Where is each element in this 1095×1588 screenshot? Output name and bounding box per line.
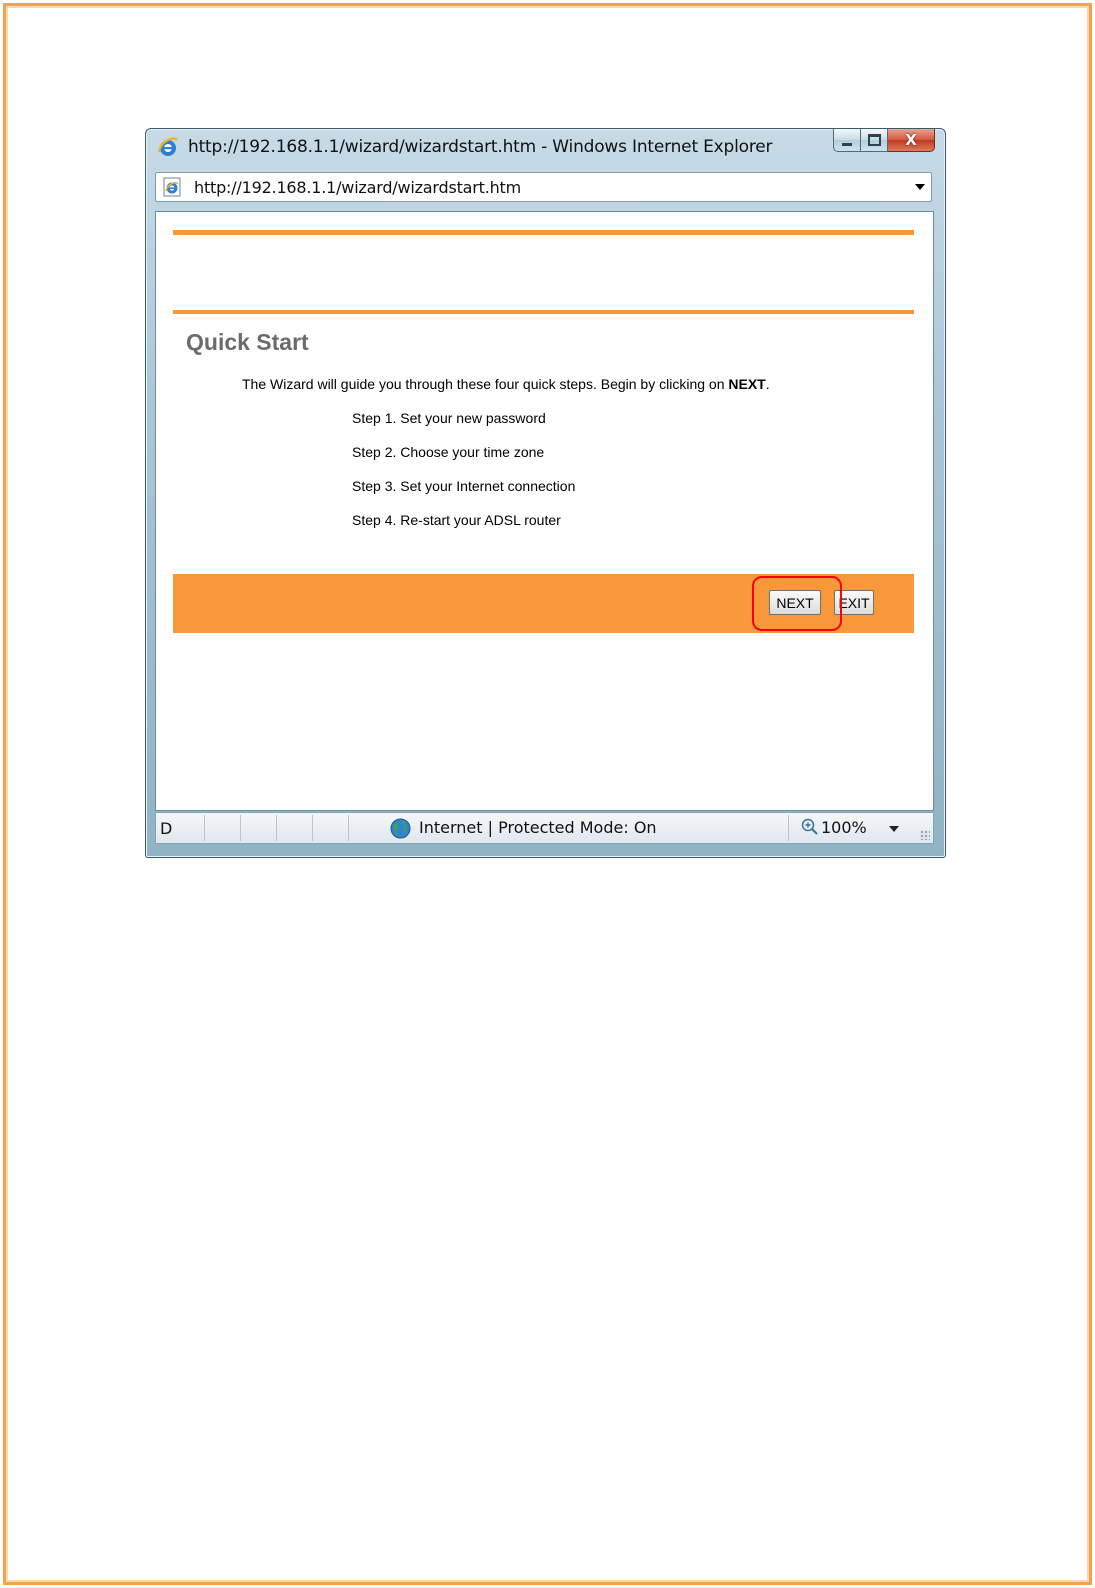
address-bar[interactable] [155,172,932,202]
header-divider [173,310,914,314]
security-zone[interactable]: Internet | Protected Mode: On [419,818,657,837]
step-item: Step 3. Set your Internet connection [352,478,576,494]
status-divider [240,815,241,841]
minimize-icon [842,143,852,146]
dropdown-arrow-icon[interactable] [915,184,925,190]
step-item: Step 1. Set your new password [352,410,546,426]
ie-logo-icon [157,136,179,158]
status-divider [204,815,205,841]
exit-button[interactable]: EXIT [834,590,874,615]
close-icon: X [905,131,917,149]
page-content [155,211,934,811]
step-item: Step 4. Re-start your ADSL router [352,512,561,528]
ie-window [145,128,946,858]
intro-suffix: . [765,376,770,392]
intro-prefix: The Wizard will guide you through these four quick steps. Begin by clicking on [242,376,729,392]
intro-bold: NEXT [728,376,766,392]
next-button[interactable]: NEXT [769,590,821,615]
address-url: http://192.168.1.1/wizard/wizardstart.htm [194,178,522,197]
status-divider [312,815,313,841]
status-divider [276,815,277,841]
intro-text [242,376,770,392]
zoom-dropdown-icon[interactable] [889,826,899,832]
action-bar [173,574,914,633]
status-text: D [160,819,173,838]
window-controls [833,129,935,153]
next-highlight-circle [752,576,842,631]
page-title: Quick Start [186,329,309,355]
minimize-button[interactable] [833,129,861,152]
status-divider [348,815,349,841]
top-divider [173,230,914,235]
status-bar [155,812,934,844]
page-icon [161,176,183,198]
globe-icon [390,818,411,839]
status-divider [788,815,789,841]
window-title: http://192.168.1.1/wizard/wizardstart.htm - Windows Internet Explorer [188,137,773,157]
step-item: Step 2. Choose your time zone [352,444,545,460]
title-bar[interactable] [146,129,945,165]
close-button[interactable] [888,129,935,152]
maximize-icon [868,134,881,146]
zoom-icon[interactable] [801,818,819,836]
resize-grip-icon[interactable] [920,830,930,840]
zoom-level[interactable]: 100% [821,818,867,837]
maximize-button[interactable] [861,129,888,152]
